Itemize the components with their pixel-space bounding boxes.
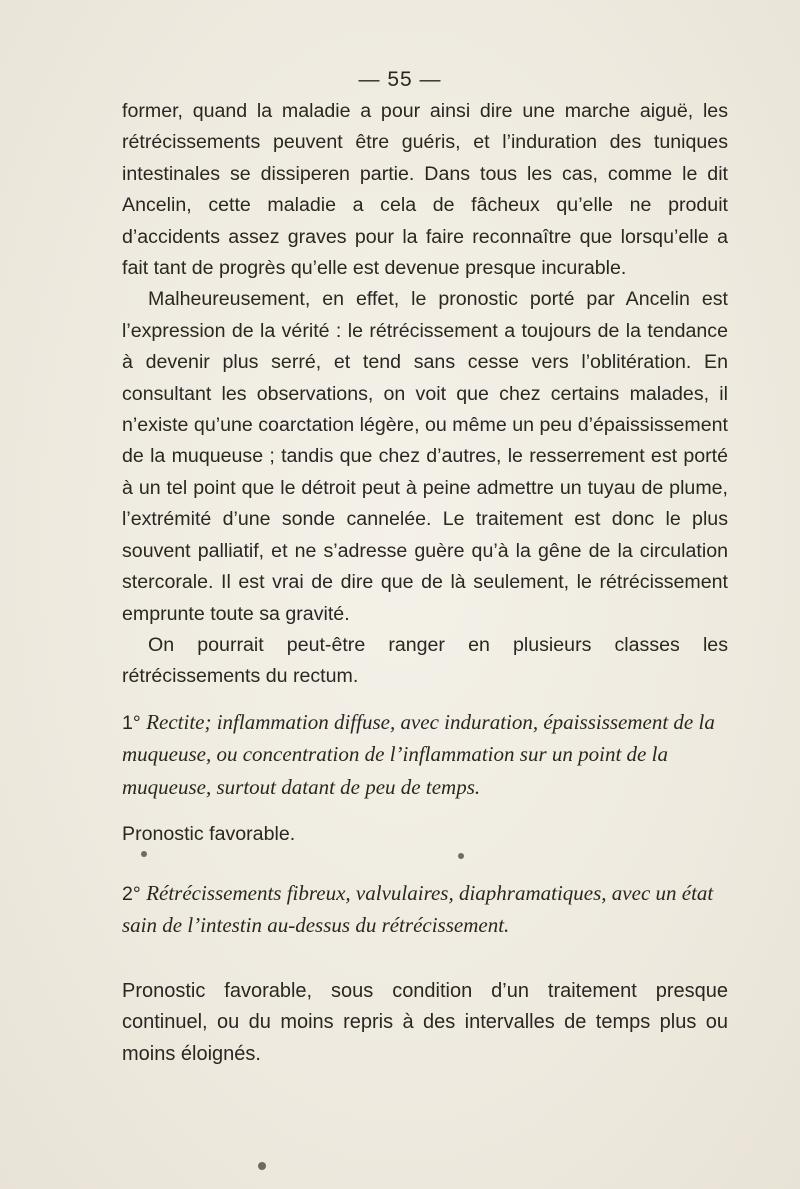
item-1-number: 1°	[122, 712, 141, 734]
body-text-top	[122, 96, 728, 693]
paragraph-1: former, quand la maladie a pour ainsi dire une marche aiguë, les rétrécissements peuvent être guéris, et l’induration des tuniques intestinales se dissiperen partie. Dans tous les cas, comme le dit Ancelin, cette maladie a cela de fâcheux qu’elle ne produit d’accidents assez graves pour la faire reconnaître que lorsqu’elle a fait tant de progrès qu’elle est devenue presque incurable.	[122, 100, 728, 280]
item-2-text: Rétrécissements fibreux, valvulaires, diaphramatiques, avec un état sain de l’intestin au-dessus du rétrécissement.	[122, 881, 714, 938]
paragraph-2: Malheureusement, en effet, le pronostic porté par Ancelin est l’expression de la vérité : le rétrécissement a toujours de la tendance à devenir plus serré, et tend sans cesse vers l’oblitération. En consultant les observations, on voit que chez certains malades, il n’existe qu’une coarctation légère, ou même un peu d’épaississement de la muqueuse ; tandis que chez d’autres, le resserrement est porté à un tel point que le détroit peut à peine admettre un tuyau de plume, l’extrémité d’une sonde cannelée. Le traitement est donc le plus souvent palliatif, et ne s’adresse guère qu’à la gêne de la circulation stercorale. Il est vrai de dire que de là seulement, le rétrécissement emprunte toute sa gravité.	[122, 288, 728, 625]
item-1-text: Rectite; inflammation diffuse, avec induration, épaississement de la muqueuse, ou concentration de l’inflammation sur un point de la muqueuse, surtout datant de peu de temps.	[122, 710, 715, 799]
ink-speck	[258, 1162, 266, 1170]
item-2-prognosis-text: Pronostic favorable, sous condition d’un traitement presque continuel, ou du moins repris à des intervalles de temps plus ou moins éloignés.	[122, 980, 728, 1065]
item-2-prognosis	[122, 956, 728, 1090]
ink-speck	[458, 853, 464, 859]
page-number: — 55 —	[358, 68, 442, 91]
item-2-number: 2°	[122, 883, 141, 905]
item-2	[122, 878, 728, 943]
ink-speck	[141, 851, 147, 857]
paragraph-3: On pourrait peut-être ranger en plusieurs classes les rétrécissements du rectum.	[122, 633, 728, 688]
item-1-prognosis: Pronostic favorable.	[122, 823, 296, 845]
item-1	[122, 707, 728, 804]
